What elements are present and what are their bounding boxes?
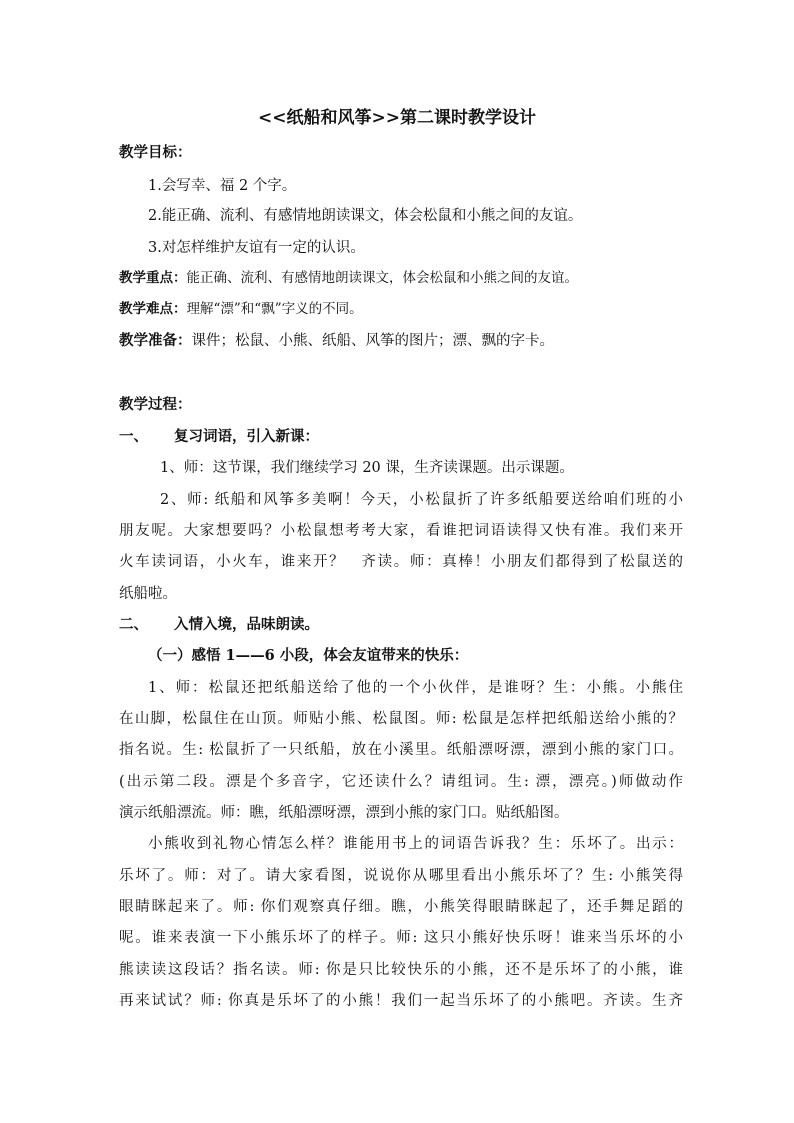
paragraph-line: 纸船啦。 xyxy=(119,586,177,602)
paragraph-line: 在山脚，松鼠住在山顶。师贴小熊、松鼠图。师: 松鼠是怎样把纸船送给小熊的？ xyxy=(119,711,683,727)
paragraph-line: 1、师：这节课，我们继续学习 20 课，生齐读课题。出示课题。 xyxy=(160,460,574,476)
paragraph-line: 演示纸船漂流。师：瞧，纸船漂呀漂，漂到小熊的家门口。贴纸船图。 xyxy=(119,805,569,821)
preparation xyxy=(119,331,554,351)
section-1-number: 一、 xyxy=(119,428,148,445)
key-point xyxy=(119,268,578,288)
paragraph-line: 再来试试？师: 你真是乐坏了的小熊！我们一起当乐坏了的小熊吧。齐读。生齐 xyxy=(119,993,683,1009)
difficulty xyxy=(119,299,363,319)
section-1-title: 复习词语，引入新课： xyxy=(174,428,319,445)
objective-item: 2.能正确、流利、有感情地朗读课文，体会松鼠和小熊之间的友谊。 xyxy=(148,208,583,224)
section-2-subheading: （一）感悟 1——6 小段，体会友谊带来的快乐： xyxy=(148,647,469,664)
key-point-text: 能正确、流利、有感情地朗读课文，体会松鼠和小熊之间的友谊。 xyxy=(186,270,578,286)
difficulty-text: 理解“漂”和“飘”字义的不同。 xyxy=(186,301,363,317)
paragraph-line: 朋友呢。大家想要吗？小松鼠想考考大家，看谁把词语读得又快有准。我们来开 xyxy=(119,523,683,539)
paragraph-line: 乐坏了。师：对了。请大家看图，说说你从哪里看出小熊乐坏了？生: 小熊笑得 xyxy=(119,868,683,884)
preparation-text: 课件；松鼠、小熊、纸船、风筝的图片；漂、飘的字卡。 xyxy=(191,333,554,349)
process-heading: 教学过程： xyxy=(119,396,192,413)
objectives-heading: 教学目标： xyxy=(119,144,192,161)
paragraph-line: 2、师: 纸船和风筝多美啊！今天，小松鼠折了许多纸船要送给咱们班的小 xyxy=(160,492,683,508)
paragraph-line: 呢。谁来表演一下小熊乐坏了的样子。师: 这只小熊好快乐呀！谁来当乐坏的小 xyxy=(119,930,683,946)
paragraph-line: 火车读词语，小火车，谁来开？ 齐读。师：真棒！小朋友们都得到了松鼠送的 xyxy=(119,554,683,570)
difficulty-label: 教学难点： xyxy=(119,301,187,317)
paragraph-line: (出示第二段。漂是个多音字，它还读什么？请组词。生: 漂，漂亮。)师做动作 xyxy=(119,774,683,790)
paragraph-line: 1、师：松鼠还把纸船送给了他的一个小伙伴，是谁呀？生：小熊。小熊住 xyxy=(148,680,683,696)
paragraph-line: 小熊收到礼物心情怎么样？谁能用书上的词语告诉我？生：乐坏了。出示： xyxy=(148,836,683,852)
paragraph-line: 熊读读这段话？指名读。师: 你是只比较快乐的小熊，还不是乐坏了的小熊，谁 xyxy=(119,962,683,978)
paragraph-line: 眼睛眯起来了。师: 你们观察真仔细。瞧，小熊笑得眼睛眯起了，还手舞足蹈的 xyxy=(119,899,683,915)
section-2-number: 二、 xyxy=(119,616,148,633)
section-1-heading xyxy=(119,427,319,447)
page-title: <<纸船和风筝>>第二课时教学设计 xyxy=(258,108,536,128)
objective-item: 1.会写幸、福 2 个字。 xyxy=(148,178,297,194)
section-2-title: 入情入境，品味朗读。 xyxy=(174,616,319,633)
key-point-label: 教学重点： xyxy=(119,270,187,286)
paragraph-line: 指名说。生: 松鼠折了一只纸船，放在小溪里。纸船漂呀漂，漂到小熊的家门口。 xyxy=(119,742,683,758)
section-2-heading xyxy=(119,615,319,635)
preparation-label: 教学准备： xyxy=(119,332,192,349)
objective-item: 3.对怎样维护友谊有一定的认识。 xyxy=(148,240,365,256)
